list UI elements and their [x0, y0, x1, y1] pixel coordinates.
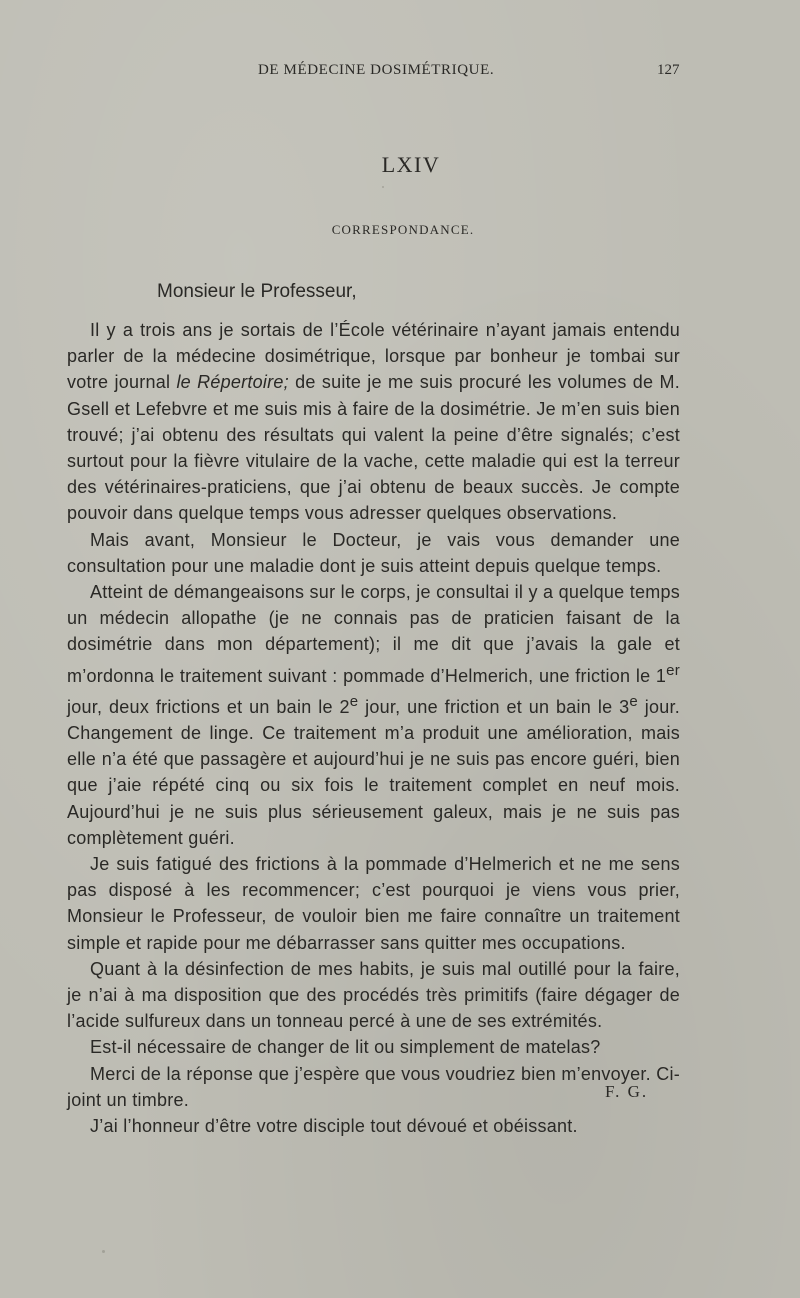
paper-speck [382, 186, 384, 188]
letter-salutation: Monsieur le Professeur, [157, 281, 357, 302]
chapter-number: LXIV [381, 152, 441, 177]
paragraph-3-text-a: Atteint de démangeaisons sur le corps, je consultai il y a quelque temps un médecin allopathe (je ne connais pas de praticien faisant de la dosimétrie dans mon département); il me dit que j’avais la gale et m’ordonna le traitement suivant : pommade d’Helmerich, une friction le 1 [67, 582, 680, 686]
paragraph-1-text-a: Il y a trois ans je sortais de l’École vétérinaire n’ayant jamais entendu parler de la médecine dosimétrique, lorsque par bonheur je tombai sur votre journal [67, 320, 680, 393]
journal-title: le Répertoire; [176, 372, 289, 393]
paragraph-3-text-b: jour, deux frictions et un bain le 2 [67, 696, 350, 717]
signature: F. G. [605, 1082, 649, 1101]
paragraph-8: J’ai l’honneur d’être votre disciple tout dévoué et obéissant. [90, 1116, 578, 1137]
letter-body [67, 317, 680, 1139]
paragraph-3-text-d: jour. Changement de linge. Ce traitement m’a produit une amélioration, mais elle n’a été que passagère et aujourd’hui je ne suis pas encore guéri, bien que j’aie répété cinq ou six fois le traitement complet en neuf mois. Aujourd’hui je ne suis plus sérieusement galeux, mais je ne suis pas complètement guéri. [67, 696, 680, 848]
section-heading: CORRESPONDANCE. [331, 222, 475, 237]
superscript-e-3: e [629, 692, 638, 710]
paragraph-2: Mais avant, Monsieur le Docteur, je vais vous demander une consultation pour une maladie dont je suis atteint depuis quelque temps. [67, 529, 680, 576]
paragraph-1 [67, 317, 680, 527]
paragraph-3-text-c: jour, une friction et un bain le 3 [358, 696, 630, 717]
paper-speck [102, 1250, 105, 1253]
paragraph-1-text-b: de suite je me suis procuré les volumes de M. Gsell et Lefebvre et me suis mis à faire de la dosimétrie. Je m’en suis bien trouvé; j’ai obtenu des résultats qui valent la peine d’être signalés; c’est surtout pour la fièvre vitulaire de la vache, cette maladie qui est la terreur des vétérinaires-praticiens, que j’ai obtenu de beaux succès. Je compte pouvoir dans quelque temps vous adresser quelques observations. [67, 372, 680, 524]
running-title: DE MÉDECINE DOSIMÉTRIQUE. [258, 62, 495, 78]
page-number: 127 [657, 62, 680, 78]
paragraph-7: Merci de la réponse que j’espère que vous voudriez bien m’envoyer. Ci-joint un timbre. [67, 1063, 680, 1110]
superscript-er: er [666, 661, 680, 679]
paragraph-3 [67, 579, 680, 851]
paragraph-5: Quant à la désinfection de mes habits, je suis mal outillé pour la faire, je n’ai à ma disposition que des procédés très primitifs (faire dégager de l’acide sulfureux dans un tonneau percé à une de ses extrémités. [67, 958, 680, 1032]
paragraph-4: Je suis fatigué des frictions à la pommade d’Helmerich et ne me sens pas disposé à les recommencer; c’est pourquoi je viens vous prier, Monsieur le Professeur, de vouloir bien me faire connaître un traitement simple et rapide pour me débarrasser sans quitter mes occupations. [67, 854, 680, 953]
paragraph-6: Est-il nécessaire de changer de lit ou simplement de matelas? [90, 1037, 601, 1058]
superscript-e-2: e [349, 692, 359, 710]
